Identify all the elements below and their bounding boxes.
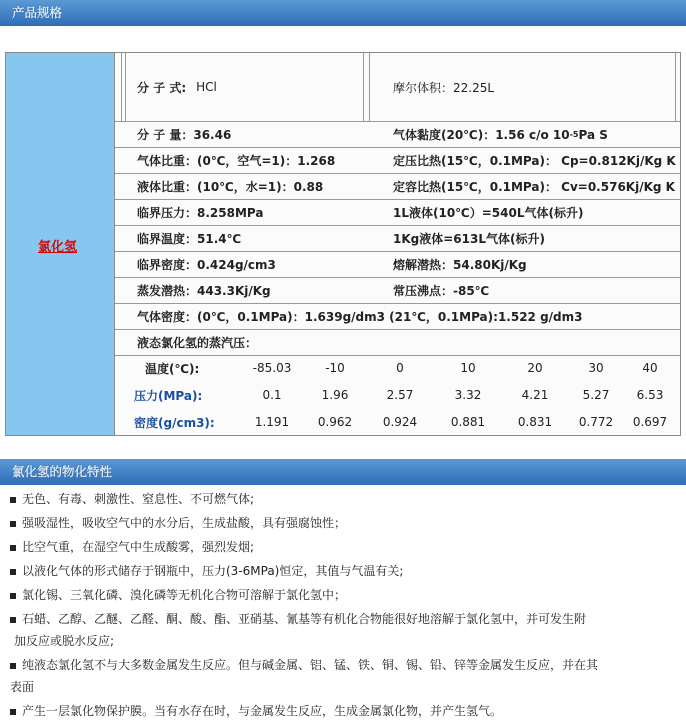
pressure-value: 4.21 [521,388,549,402]
boiling-point: 常压沸点：-85℃ [393,284,490,298]
temp-value: 0 [396,361,404,375]
pressure-value: 1.96 [321,388,349,402]
bullet-icon [10,521,16,527]
bullet-icon [10,663,16,669]
formula-value: HCl [196,80,217,94]
list-item-continued: 加反应或脱水反应; [14,634,115,648]
spec-row [115,200,680,226]
temp-value: -85.03 [252,361,292,375]
temp-value: 40 [642,361,658,375]
section-header-spec: 产品规格 [0,0,686,26]
bullet-icon [10,545,16,551]
density-value: 0.697 [632,415,668,429]
evaporation-heat: 蒸发潜热：443.3Kj/Kg [137,284,271,298]
list-item: 强吸湿性，吸收空气中的水分后，生成盐酸，具有强腐蚀性； [10,512,676,534]
list-item: 以液化气体的形式储存于钢瓶中，压力(3-6MPa)恒定，其值与气温有关; [10,560,676,582]
pressure-value: 6.53 [636,388,664,402]
pressure-label: 压力(MPa): [134,388,203,403]
list-item: 比空气重，在湿空气中生成酸雾，强烈发烟; [10,536,676,558]
vapor-pressure-title: 液态氯化氢的蒸汽压： [137,336,258,350]
bullet-icon [10,593,16,599]
gas-density: 气体密度：(0℃，0.1MPa)：1.639g/dm3 (21℃，0.1MPa):1.522 g/dm3 [137,310,583,324]
pressure-value: 0.1 [262,388,282,402]
formula-label: 分 子 式: [137,80,187,95]
spec-row [115,226,680,252]
liquid-to-gas: 1L液体(10℃）=540L气体(标升) [393,206,584,220]
pressure-row [115,381,680,409]
list-item: 产生一层氯化物保护膜。当有水存在时，与金属发生反应，生成金属氯化物，并产生氢气。 [10,700,676,722]
list-item: 无色、有毒、刺激性、窒息性、不可燃气体; [10,488,676,510]
density-label: 密度(g/cm3): [134,415,215,430]
viscosity: 气体黏度(20℃)：1.56 c/o 10 -5 Pa S [393,127,608,142]
critical-temperature: 临界温度：51.4℃ [137,232,242,246]
pressure-value: 3.32 [454,388,482,402]
spec-row [115,304,680,330]
density-value: 0.831 [517,415,553,429]
fusion-heat: 熔解潜热：54.80Kj/Kg [393,258,527,272]
density-value: 0.881 [450,415,486,429]
density-value: 0.924 [382,415,418,429]
list-item: 氯化锡、三氧化磷、溴化磷等无机化合物可溶解于氯化氢中； [10,584,676,606]
temp-value: 10 [460,361,476,375]
temp-value: 30 [588,361,604,375]
spec-row [115,174,680,200]
liquid-specific-gravity: 液体比重：(10℃，水=1)：0.88 [137,180,324,194]
temperature-label: 温度(℃): [145,361,200,376]
kg-to-gas: 1Kg液体=613L气体(标升) [393,232,545,246]
spec-row-formula [115,53,680,122]
section-header-properties: 氯化氢的物化特性 [0,459,686,485]
density-value: 0.962 [317,415,353,429]
spec-row [115,330,680,356]
bullet-icon [10,709,16,715]
spec-table [5,52,681,436]
density-value: 1.191 [254,415,290,429]
product-name-link[interactable]: 氯化氢 [38,240,78,255]
critical-density: 临界密度：0.424g/cm3 [137,258,276,272]
spec-values [115,53,680,435]
bullet-icon [10,497,16,503]
product-name-cell [6,53,115,435]
cv-value: 定容比热(15℃，0.1MPa)： Cv=0.576Kj/Kg K [393,180,675,194]
density-value: 0.772 [578,415,614,429]
temperature-row [115,354,680,382]
gas-specific-gravity: 气体比重：(0℃，空气=1)：1.268 [137,154,336,168]
critical-pressure: 临界压力：8.258MPa [137,206,264,220]
spec-row [115,148,680,174]
bullet-icon [10,617,16,623]
cp-value: 定压比热(15℃，0.1MPa)： Cp=0.812Kj/Kg K [393,154,676,168]
list-item: 纯液态氯化氢不与大多数金属发生反应。但与碱金属、铝、锰、铁、铜、锡、铅、锌等金属发生反应，并在其 [10,654,676,676]
mol-weight: 分 子 量：36.46 [137,128,232,142]
spec-row [115,278,680,304]
list-item: 石蜡、乙醇、乙醚、乙醛、酮、酸、酯、亚硝基、氰基等有机化合物能很好地溶解于氯化氢中，并可发生附 [10,608,676,630]
list-item-continued: 表面 [10,680,35,694]
spec-row [115,122,680,148]
temp-value: 20 [527,361,543,375]
molar-volume: 摩尔体积：22.25L [393,80,495,95]
density-row [115,408,680,436]
pressure-value: 5.27 [582,388,610,402]
spec-row [115,252,680,278]
pressure-value: 2.57 [386,388,414,402]
temp-value: -10 [325,361,345,375]
bullet-icon [10,569,16,575]
